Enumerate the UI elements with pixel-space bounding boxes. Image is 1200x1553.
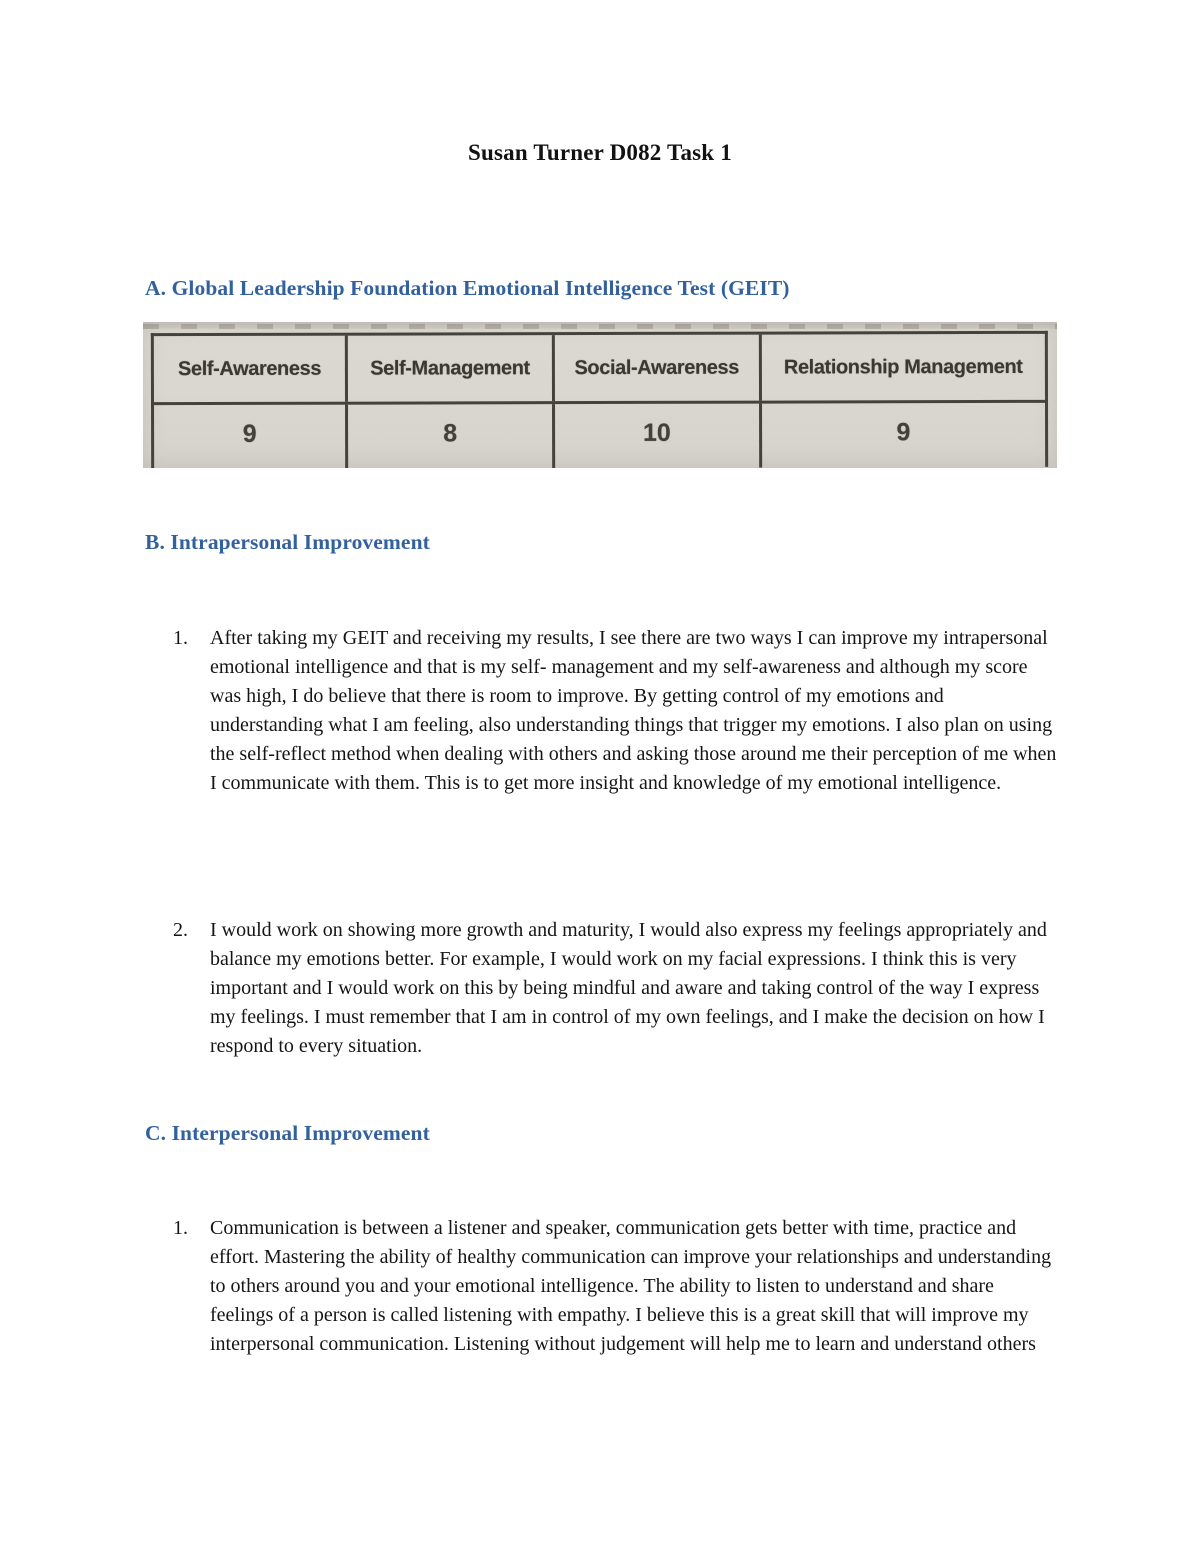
geit-header-social-awareness: Social-Awareness [555, 335, 762, 402]
list-item-number: 1. [173, 627, 188, 649]
geit-scores-table [151, 331, 1048, 468]
section-a-heading: A. Global Leadership Foundation Emotional Intelligence Test (GEIT) [145, 276, 790, 300]
list-item-text: Communication is between a listener and speaker, communication gets better with time, practice and effort. Mastering the ability of healthy communication can improve your relationships and understanding to others around you and your emotional intelligence. The ability to listen to understand and share feelings of a person is called listening with empathy. I believe this is a great skill that will improve my interpersonal communication. Listening without judgement will help me to learn and understand others [210, 1217, 1052, 1355]
list-item-number: 2. [173, 919, 188, 941]
section-b-heading: B. Intrapersonal Improvement [145, 530, 430, 554]
geit-header-self-awareness: Self-Awareness [154, 336, 348, 403]
geit-scores-scanned-image [143, 322, 1057, 468]
geit-table-score-row [154, 403, 1045, 468]
geit-score-self-awareness: 9 [154, 405, 348, 468]
list-item-b2 [173, 916, 1059, 1061]
list-item-text: I would work on showing more growth and maturity, I would also express my feelings appropriately and balance my emotions better. For example, I would work on my facial expressions. I think this is very important and I would work on this by being mindful and aware and taking control of the way I express my feelings. I must remember that I am in control of my own feelings, and I make the decision on how I respond to every situation. [210, 919, 1047, 1057]
list-item-c1 [173, 1214, 1059, 1359]
section-c-heading: C. Interpersonal Improvement [145, 1121, 430, 1145]
geit-header-self-management: Self-Management [348, 335, 555, 402]
document-title: Susan Turner D082 Task 1 [468, 140, 732, 165]
geit-score-relationship-management: 9 [896, 417, 911, 446]
geit-header-relationship-management: Relationship Management [783, 355, 1023, 379]
geit-score-social-awareness: 10 [555, 404, 762, 468]
list-item-b1 [173, 624, 1059, 798]
list-item-number: 1. [173, 1217, 188, 1239]
geit-table-header-row [154, 334, 1045, 405]
geit-score-self-management: 8 [348, 404, 555, 468]
list-item-text: After taking my GEIT and receiving my results, I see there are two ways I can improve my intrapersonal emotional intelligence and that is my self- management and my self-awareness and although my score was high, I do believe that there is room to improve. By getting control of my emotions and understanding what I am feeling, also understanding things that trigger my emotions. I also plan on using the self-reflect method when dealing with others and asking those around me their perception of me when I communicate with them. This is to get more insight and knowledge of my emotional intelligence. [210, 627, 1057, 794]
